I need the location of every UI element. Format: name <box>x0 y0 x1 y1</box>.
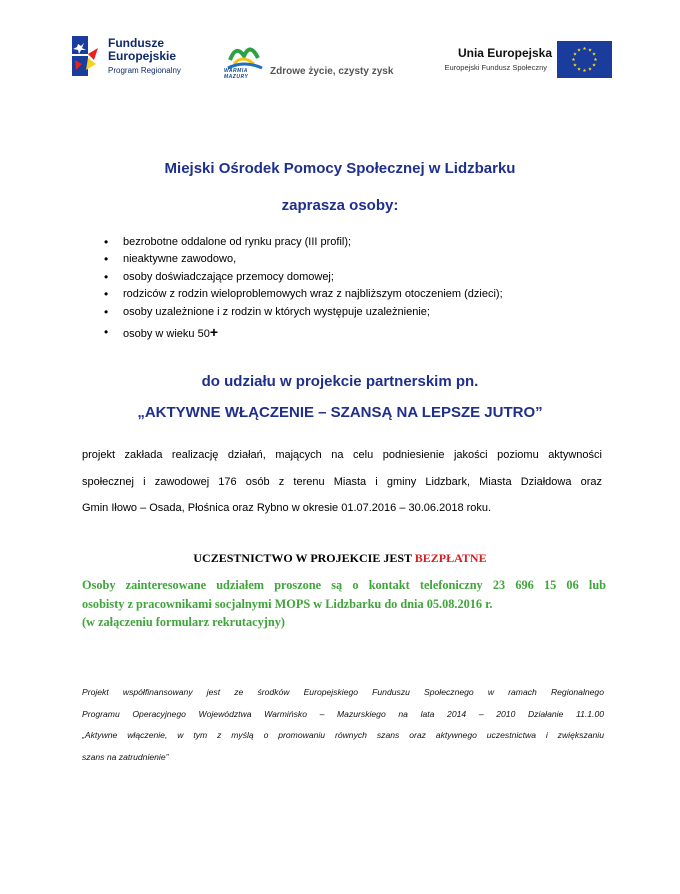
free-participation-notice <box>0 551 680 566</box>
list-item-text: nieaktywne zawodowo, <box>123 253 237 266</box>
fe-logo-line3: Program Regionalny <box>108 66 181 75</box>
footer-line: Programu Operacyjnego Województwa Warmińsko – Mazurskiego na lata 2014 – 2010 Działanie 11.1.00 <box>82 708 604 719</box>
footer-line: szans na zatrudnienie” <box>82 751 169 762</box>
warmia-slogan: Zdrowe życie, czysty zysk <box>270 66 394 77</box>
footer-line: Projekt współfinansowany jest ze środków Europejskiego Funduszu Społecznego w ramach Regionalnego <box>82 687 604 697</box>
funding-footer <box>82 682 604 768</box>
list-item <box>104 253 503 270</box>
contact-info <box>82 576 606 632</box>
project-title: „AKTYWNE WŁĄCZENIE – SZANSĄ NA LEPSZE JUTRO” <box>137 404 543 421</box>
contact-line: (w załączeniu formularz rekrutacyjny) <box>82 615 285 629</box>
free-word: BEZPŁATNE <box>414 551 487 565</box>
fe-star-icon <box>72 34 100 78</box>
invite-heading: zaprasza osoby: <box>281 197 399 214</box>
description-line: społecznej i zawodowej 176 osób z terenu Miasta i gminy Lidzbark, Miasta Działdowa oraz <box>82 475 602 488</box>
list-item-text: rodziców z rodzin wieloproblemowych wraz z najbliższym otoczeniem (dzieci); <box>123 288 503 301</box>
eu-subtitle: Europejski Fundusz Społeczny <box>444 63 547 72</box>
contact-line: osobisty z pracownikami socjalnymi MOPS w Lidzbarku do dnia 05.08.2016 r. <box>82 596 493 611</box>
list-item-text: bezrobotne oddalone od rynku pracy (III profil); <box>123 236 352 248</box>
eu-title: Unia Europejska <box>457 46 552 60</box>
fundusze-europejskie-logo <box>72 34 202 86</box>
plus-sign: + <box>209 323 219 340</box>
organization-heading: Miejski Ośrodek Pomocy Społecznej w Lidzbarku <box>164 160 516 177</box>
list-item <box>104 323 503 343</box>
list-item-text: osoby doświadczające przemocy domowej; <box>123 270 334 283</box>
list-item <box>104 236 503 253</box>
eu-flag-icon <box>557 41 612 78</box>
contact-line: Osoby zainteresowane udziałem proszone są o kontakt telefoniczny 23 696 15 06 lub <box>82 578 606 592</box>
list-item <box>104 271 503 288</box>
target-groups-list <box>104 236 503 343</box>
footer-line: „Aktywne włączenie, w tym z myślą o promowaniu równych szans oraz aktywnego uczestnictwa i zwiększaniu <box>82 730 604 740</box>
warmia-caption: WARMIA MAZURY <box>224 68 249 80</box>
fe-logo-line2: Europejskie <box>108 49 177 63</box>
free-prefix: UCZESTNICTWO W PROJEKCIE JEST <box>193 551 415 565</box>
participation-heading: do udziału w projekcie partnerskim pn. <box>201 373 479 390</box>
list-item-text: osoby w wieku 50 <box>123 327 210 340</box>
description-line: Gmin Iłowo – Osada, Płośnica oraz Rybno w okresie 01.07.2016 – 30.06.2018 roku. <box>82 502 492 514</box>
fe-logo-line1: Fundusze <box>108 36 164 50</box>
description-line: projekt zakłada realizację działań, mających na celu podniesienie jakości poziomu aktywności <box>82 449 602 461</box>
list-item <box>104 306 503 323</box>
list-item-text: osoby uzależnione i z rodzin w których występuje uzależnienie; <box>123 305 430 318</box>
project-description <box>82 442 602 522</box>
list-item <box>104 288 503 305</box>
